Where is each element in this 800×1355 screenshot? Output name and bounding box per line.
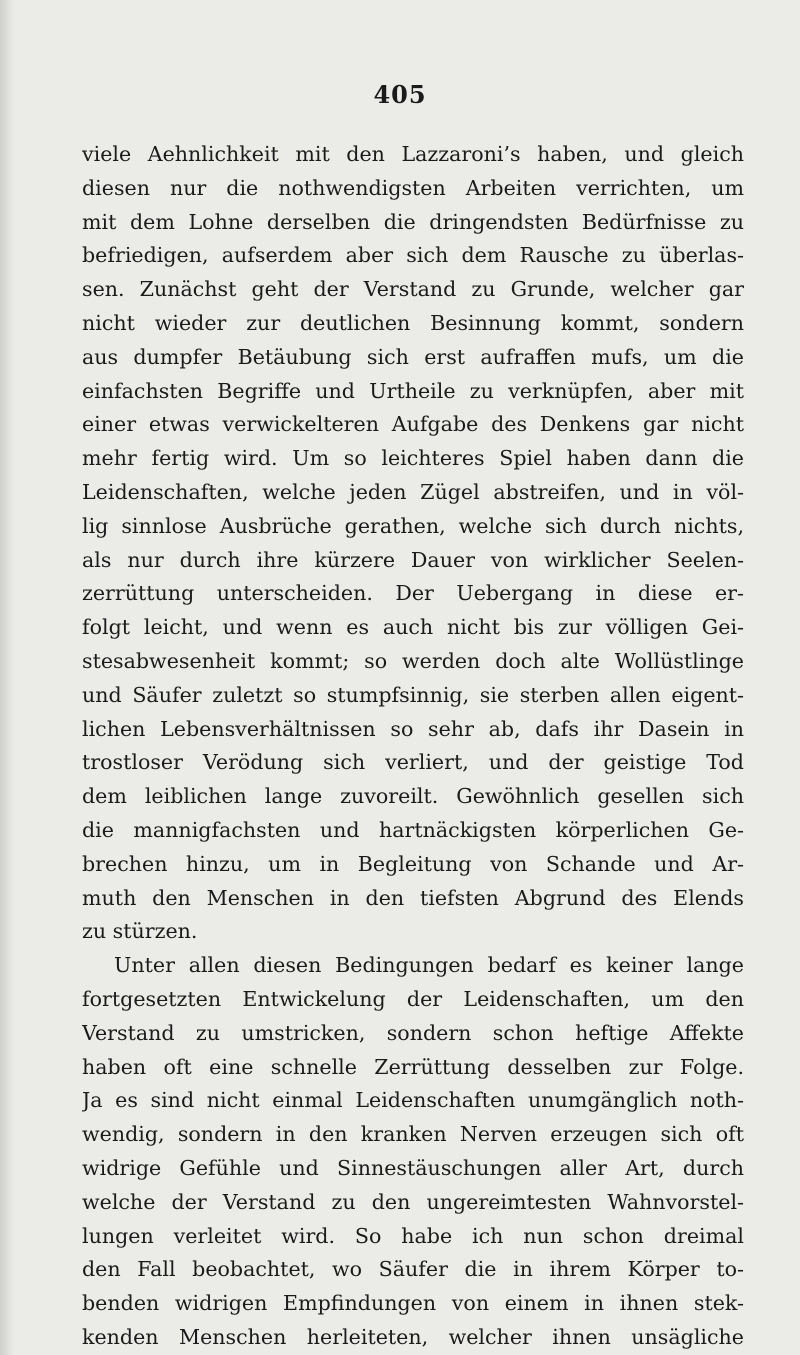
paragraph-first-line: Unter allen diesen Bedingungen bedarf es keiner lange <box>114 953 744 978</box>
text-line: muth den Menschen in den tiefsten Abgrund des Elends <box>82 885 744 910</box>
text-line: Ja es sind nicht einmal Leidenschaften unumgänglich noth- <box>82 1088 744 1113</box>
text-line: die mannigfachsten und hartnäckigsten körperlichen Ge- <box>82 817 744 842</box>
text-line: befriedigen, aufserdem aber sich dem Rausche zu überlas- <box>82 243 744 268</box>
text-line: viele Aehnlichkeit mit den Lazzaroni’s haben, und gleich <box>82 142 744 166</box>
text-line: brechen hinzu, um in Begleitung von Schande und Ar- <box>82 851 744 876</box>
body-text <box>82 138 744 1355</box>
text-line: lichen Lebensverhältnissen so sehr ab, dafs ihr Dasein in <box>82 716 744 741</box>
text-line: und Säufer zuletzt so stumpfsinnig, sie sterben allen eigent- <box>82 682 744 707</box>
text-line: widrige Gefühle und Sinnestäuschungen aller Art, durch <box>82 1155 744 1180</box>
text-line: zerrüttung unterscheiden. Der Uebergang in diese er- <box>82 581 744 606</box>
text-line: lungen verleitet wird. So habe ich nun schon dreimal <box>82 1223 744 1248</box>
text-line: den Fall beobachtet, wo Säufer die in ihrem Körper to- <box>82 1257 744 1282</box>
text-line: welche der Verstand zu den ungereimtesten Wahnvorstel- <box>82 1189 744 1214</box>
text-line: kenden Menschen herleiteten, welcher ihnen unsägliche <box>82 1324 744 1349</box>
text-line: folgt leicht, und wenn es auch nicht bis zur völligen Gei- <box>82 615 744 640</box>
text-line: mehr fertig wird. Um so leichteres Spiel haben dann die <box>82 446 744 471</box>
text-line: sen. Zunächst geht der Verstand zu Grunde, welcher gar <box>82 277 744 302</box>
text-line: nicht wieder zur deutlichen Besinnung kommt, sondern <box>82 310 744 335</box>
text-line: einer etwas verwickelteren Aufgabe des Denkens gar nicht <box>82 412 744 437</box>
text-line: diesen nur die nothwendigsten Arbeiten verrichten, um <box>82 175 744 200</box>
text-line: mit dem Lohne derselben die dringendsten Bedürfnisse zu <box>82 209 744 234</box>
text-line: haben oft eine schnelle Zerrüttung desselben zur Folge. <box>82 1054 744 1079</box>
text-line: dem leiblichen lange zuvoreilt. Gewöhnlich gesellen sich <box>82 784 744 809</box>
text-line: lig sinnlose Ausbrüche gerathen, welche sich durch nichts, <box>82 513 744 538</box>
text-line: aus dumpfer Betäubung sich erst aufraffen mufs, um die <box>82 344 744 369</box>
text-line: einfachsten Begriffe und Urtheile zu verknüpfen, aber mit <box>82 378 744 403</box>
text-line: Leidenschaften, welche jeden Zügel abstreifen, und in völ- <box>82 479 744 504</box>
text-line: wendig, sondern in den kranken Nerven erzeugen sich oft <box>82 1122 744 1147</box>
text-line: benden widrigen Empfindungen von einem in ihnen stek- <box>82 1291 744 1316</box>
text-line: fortgesetzten Entwickelung der Leidenschaften, um den <box>82 986 744 1011</box>
text-line: als nur durch ihre kürzere Dauer von wirklicher Seelen- <box>82 547 744 572</box>
text-line: stesabwesenheit kommt; so werden doch alte Wollüstlinge <box>82 648 744 673</box>
text-line: zu stürzen. <box>82 919 198 944</box>
page-edge-shadow <box>0 0 14 1355</box>
text-line: Verstand zu umstricken, sondern schon heftige Affekte <box>82 1020 744 1045</box>
text-line: trostloser Verödung sich verliert, und der geistige Tod <box>82 750 744 775</box>
page-number: 405 <box>373 80 427 109</box>
